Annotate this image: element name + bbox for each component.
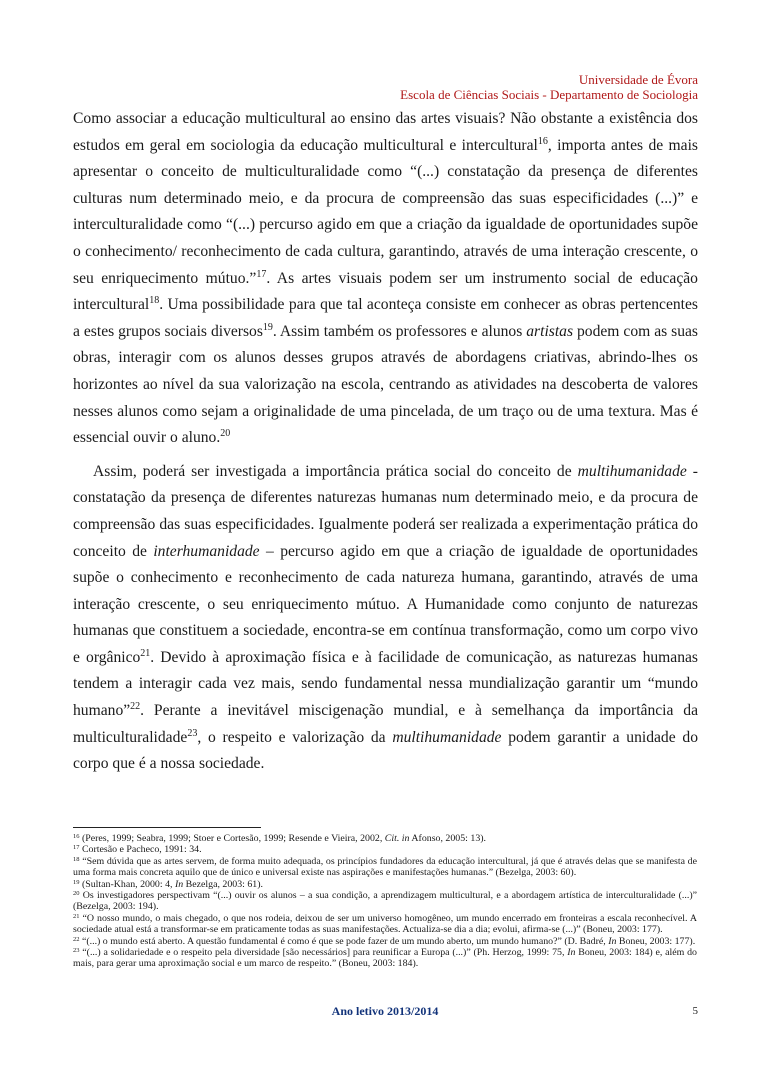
footnote-text: Cortesão e Pacheco, 1991: 34.: [79, 844, 202, 856]
footnote-text: Bezelga, 2003: 61).: [183, 878, 263, 890]
text-span: Como associar a educação multicultural ao ensino das artes visuais? Não obstante a existência dos estudos em geral em sociologia da educação multicultural e intercultural: [73, 110, 698, 154]
footnote-18: [73, 856, 697, 879]
footnote-italic: Cit. in: [384, 833, 410, 844]
footnote-number: 23: [73, 947, 80, 955]
footnotes: [73, 833, 697, 970]
footnote-text: Os investigadores perspectivam “(...) ouvir os alunos – a sua condição, a aprendizagem multicultural, e a abordagem artística de interculturalidade (...)” (Bezelga, 2003: 194).: [73, 890, 697, 913]
footnote-italic: In: [174, 878, 184, 890]
main-text: [73, 106, 698, 778]
footnote-text: (Peres, 1999; Seabra, 1999; Stoer e Cortesão, 1999; Resende e Vieira, 2002,: [79, 833, 385, 844]
text-span: podem garantir a unidade do corpo que é a nossa sociedade.: [73, 728, 698, 773]
page-header: [400, 72, 698, 102]
footnote-separator: [73, 827, 261, 828]
footnote-20: [73, 890, 697, 913]
footnote-text: Boneu, 2003: 184) e, além do mais, para gerar uma aproximação social e um marco de respeito.” (Boneu, 2003: 184).: [73, 947, 697, 970]
paragraph-1: [73, 106, 698, 452]
footnote-21: [73, 913, 697, 936]
footnote-text: Boneu, 2003: 177).: [616, 935, 696, 947]
footnote-19: [73, 879, 697, 890]
university-name: Universidade de Évora: [578, 72, 698, 87]
footnote-number: 20: [73, 890, 80, 898]
text-span: , o respeito e valorização da: [197, 728, 393, 746]
footnote-number: 17: [73, 844, 80, 852]
footnote-text: Afonso, 2005: 13).: [409, 833, 487, 844]
footnote-23: [73, 947, 697, 970]
academic-year: Ano letivo 2013/2014: [331, 1004, 439, 1018]
text-span: , importa antes de mais apresentar o conceito de multiculturalidade como “(...) constatação da presença de diferentes culturas num determinado meio, e da procura de compreensão das suas especificidades (...)” e interculturalidade como “(...) percurso agido em que a criação da igualdade de oportunidades supõe o conhecimento/ reconhecimento de cada cultura, garantindo, através de uma interação crescente, o seu enriquecimento mútuo.”: [73, 136, 698, 287]
text-span: – percurso agido em que a criação de igualdade de oportunidades supõe o conhecimento e reconhecimento de cada natureza humana, garantindo, através de uma interação crescente, o seu enriquecimento mútuo. A Humanidade como conjunto de naturezas humanas que constituem a sociedade, encontra-se em contínua transformação, como um corpo vivo e orgânico: [73, 542, 699, 666]
text-span: . As artes visuais podem ser um instrumento social de educação intercultural: [73, 269, 698, 314]
footnote-italic: In: [608, 935, 617, 947]
footnote-22: [73, 936, 697, 947]
footnote-16: [73, 833, 697, 844]
text-span: Assim, poderá ser investigada a importância prática social do conceito de: [93, 462, 578, 480]
italic-term: interhumanidade: [153, 542, 260, 560]
footnote-text: “O nosso mundo, o mais chegado, o que nos rodeia, deixou de ser um universo homogêneo, um mundo encerrado em fronteiras a escala reconhecível. A sociedade atual está a transformar-se em praticamente todas as suas manifestações. Actualiza-se dia a dia; evolui, afirma-se (...)” (Boneu, 2003: 177).: [73, 912, 697, 936]
footnote-ref-22[interactable]: 22: [130, 701, 141, 713]
text-span: - constatação da presença de diferentes naturezas humanas num determinado meio, e da procura de compreensão das suas especificidades. Igualmente poderá ser realizada a experimentação prática do conceito de: [73, 462, 699, 560]
footnote-number: 21: [73, 912, 80, 920]
italic-term: multihumanidade: [392, 728, 502, 746]
footnote-number: 18: [73, 855, 80, 863]
text-span: . Perante a inevitável miscigenação mundial, e à semelhança da importância da multiculturalidade: [73, 702, 698, 746]
footnote-ref-21[interactable]: 21: [140, 647, 151, 659]
footnote-text: “(...) o mundo está aberto. A questão fundamental é como é que se pode fazer de um mundo aberto, um mundo humano?” (D. Badré,: [79, 935, 609, 947]
italic-term: multihumanidade: [577, 462, 687, 480]
footnote-text: “Sem dúvida que as artes servem, de forma muito adequada, os princípios fundadores da educação intercultural, já que é através delas que se manifesta de uma forma mais concreta aquilo que de único e universal existe nas aspirações e manifestações humanas.” (Bezelga, 2003: 60).: [73, 855, 697, 879]
text-span: . Uma possibilidade para que tal aconteça consiste em conhecer as obras pertencentes a estes grupos sociais diversos: [73, 296, 698, 340]
text-span: . Devido à aproximação física e à facilidade de comunicação, as naturezas humanas tendem a interagir cada vez mais, sendo fundamental nessa mundialização garantir um “mundo humano”: [73, 648, 698, 720]
footnote-17: [73, 844, 697, 855]
footnote-number: 22: [73, 935, 80, 943]
footnote-ref-18[interactable]: 18: [149, 295, 160, 307]
text-span: podem com as suas obras, interagir com os alunos desses grupos através de abordagens criativas, abrindo-lhes os horizontes ao nível da sua valorização na escola, centrando as atividades na descoberta de valores nesses alunos como sejam a originalidade de uma pincelada, de um traço ou de uma textura. Mas é essencial ouvir o aluno.: [73, 322, 698, 447]
footnote-text: (Sultan-Khan, 2000: 4,: [79, 878, 175, 890]
footnote-number: 16: [73, 833, 80, 840]
footnote-number: 19: [73, 878, 80, 886]
footnote-ref-16[interactable]: 16: [537, 135, 548, 147]
footnote-ref-17[interactable]: 17: [256, 268, 267, 280]
footnote-ref-19[interactable]: 19: [262, 321, 273, 333]
text-span: . Assim também os professores e alunos: [272, 322, 527, 340]
footnote-text: “(...) a solidariedade e o respeito pela diversidade [são necessários] para reunificar a Europa (...)” (Ph. Herzog, 1999: 75,: [79, 947, 568, 959]
italic-term: artistas: [526, 322, 574, 340]
footnote-italic: In: [567, 947, 576, 959]
footnote-ref-20[interactable]: 20: [220, 428, 231, 440]
paragraph-2: [73, 459, 698, 778]
page-number: 5: [692, 1005, 698, 1017]
department-name: Escola de Ciências Sociais - Departamento de Sociologia: [400, 87, 698, 102]
footnote-ref-23[interactable]: 23: [187, 727, 198, 739]
